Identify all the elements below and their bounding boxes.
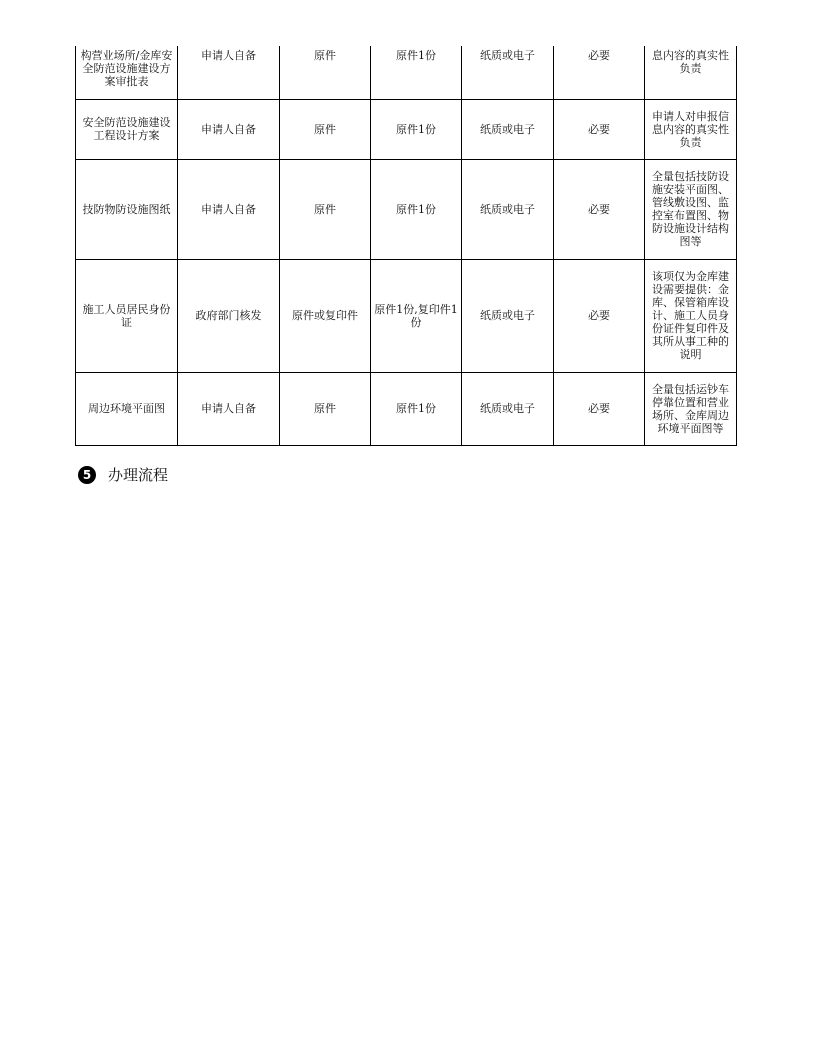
material-required-cell: 必要 (554, 372, 645, 445)
material-quantity-cell: 原件1份 (371, 159, 462, 259)
material-form-cell: 原件或复印件 (280, 259, 371, 372)
material-required-cell: 必要 (554, 259, 645, 372)
material-form-cell: 原件 (280, 159, 371, 259)
material-source-cell: 政府部门核发 (178, 259, 280, 372)
material-source-cell: 申请人自备 (178, 159, 280, 259)
material-form-cell: 原件 (280, 372, 371, 445)
material-form-cell: 原件 (280, 46, 371, 99)
material-source-cell: 申请人自备 (178, 372, 280, 445)
table-row (76, 159, 737, 259)
table-row (76, 259, 737, 372)
material-quantity-cell: 原件1份 (371, 46, 462, 99)
table-row (76, 372, 737, 445)
material-quantity-cell: 原件1份 (371, 99, 462, 159)
material-medium-cell: 纸质或电子 (462, 372, 554, 445)
material-required-cell: 必要 (554, 159, 645, 259)
material-note-cell: 全量包括运钞车停靠位置和营业场所、金库周边环境平面图等 (645, 372, 737, 445)
section-heading (78, 465, 168, 485)
materials-table (75, 46, 737, 446)
material-required-cell: 必要 (554, 99, 645, 159)
material-name-cell: 技防物防设施图纸 (76, 159, 178, 259)
table-row (76, 46, 737, 99)
section-title: 办理流程 (108, 466, 169, 484)
material-note-cell: 息内容的真实性负责 (645, 46, 737, 99)
material-name-cell: 周边环境平面图 (76, 372, 178, 445)
material-name-cell: 施工人员居民身份证 (76, 259, 178, 372)
material-quantity-cell: 原件1份,复印件1份 (371, 259, 462, 372)
material-medium-cell: 纸质或电子 (462, 99, 554, 159)
section-number-badge: 5 (78, 466, 96, 484)
table-row (76, 99, 737, 159)
material-note-cell: 全量包括技防设施安装平面图、管线敷设图、监控室布置图、物防设施设计结构图等 (645, 159, 737, 259)
material-source-cell: 申请人自备 (178, 46, 280, 99)
material-name-cell: 安全防范设施建设工程设计方案 (76, 99, 178, 159)
material-quantity-cell: 原件1份 (371, 372, 462, 445)
material-medium-cell: 纸质或电子 (462, 159, 554, 259)
material-note-cell: 该项仅为金库建设需要提供：金库、保管箱库设计、施工人员身份证件复印件及其所从事工种的说明 (645, 259, 737, 372)
material-required-cell: 必要 (554, 46, 645, 99)
material-medium-cell: 纸质或电子 (462, 46, 554, 99)
material-name-cell: 构营业场所/金库安全防范设施建设方案审批表 (76, 46, 178, 99)
material-form-cell: 原件 (280, 99, 371, 159)
material-medium-cell: 纸质或电子 (462, 259, 554, 372)
material-note-cell: 申请人对申报信息内容的真实性负责 (645, 99, 737, 159)
material-source-cell: 申请人自备 (178, 99, 280, 159)
